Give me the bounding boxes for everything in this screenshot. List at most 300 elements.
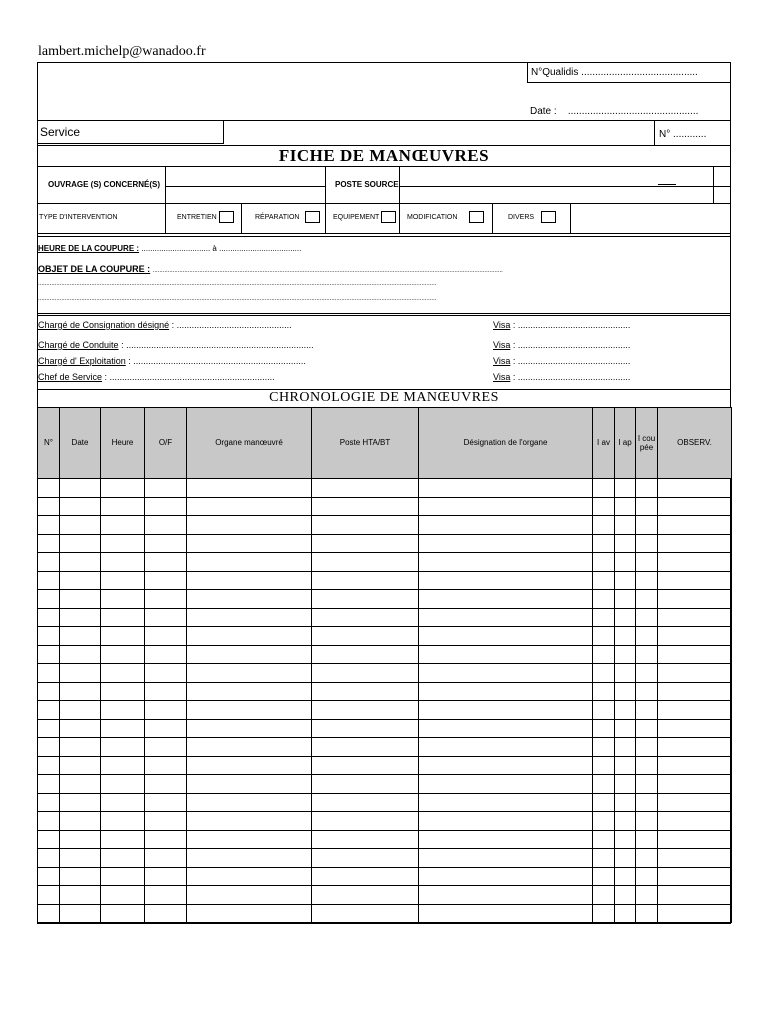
- table-cell[interactable]: [658, 571, 732, 590]
- table-cell[interactable]: [38, 812, 60, 831]
- table-cell[interactable]: [312, 849, 419, 868]
- table-cell[interactable]: [38, 664, 60, 683]
- table-cell[interactable]: [312, 756, 419, 775]
- table-cell[interactable]: [60, 534, 101, 553]
- table-cell[interactable]: [419, 664, 593, 683]
- date-label: Date :: [530, 106, 557, 117]
- ouvrage-input-line[interactable]: [165, 186, 325, 187]
- table-cell[interactable]: [60, 627, 101, 646]
- table-cell[interactable]: [658, 479, 732, 498]
- table-cell[interactable]: [38, 904, 60, 923]
- table-cell[interactable]: [615, 516, 636, 535]
- table-cell[interactable]: [615, 479, 636, 498]
- table-cell[interactable]: [419, 849, 593, 868]
- table-cell[interactable]: [145, 849, 187, 868]
- table-cell[interactable]: [615, 682, 636, 701]
- table-cell[interactable]: [615, 571, 636, 590]
- visa-row[interactable]: [493, 356, 630, 366]
- table-cell[interactable]: [615, 664, 636, 683]
- table-cell[interactable]: [636, 571, 658, 590]
- table-cell[interactable]: [593, 793, 615, 812]
- table-cell[interactable]: [636, 756, 658, 775]
- table-cell[interactable]: [60, 830, 101, 849]
- table-cell[interactable]: [60, 812, 101, 831]
- table-row: [38, 664, 732, 683]
- table-cell[interactable]: [60, 571, 101, 590]
- table-cell[interactable]: [636, 830, 658, 849]
- table-cell[interactable]: [636, 497, 658, 516]
- table-cell[interactable]: [658, 701, 732, 720]
- table-cell[interactable]: [658, 867, 732, 886]
- divider: [399, 166, 400, 203]
- table-cell[interactable]: [101, 682, 145, 701]
- table-cell[interactable]: [101, 590, 145, 609]
- table-cell[interactable]: [187, 701, 312, 720]
- table-cell[interactable]: [101, 719, 145, 738]
- table-cell[interactable]: [636, 553, 658, 572]
- number-field[interactable]: [654, 120, 731, 145]
- table-cell[interactable]: [312, 516, 419, 535]
- table-cell[interactable]: [615, 534, 636, 553]
- table-cell[interactable]: [145, 516, 187, 535]
- table-cell[interactable]: [658, 534, 732, 553]
- visa-dots: : .............................................: [510, 356, 631, 366]
- table-cell[interactable]: [101, 904, 145, 923]
- table-cell[interactable]: [615, 738, 636, 757]
- table-cell[interactable]: [187, 590, 312, 609]
- table-cell[interactable]: [38, 775, 60, 794]
- table-cell[interactable]: [60, 516, 101, 535]
- table-cell[interactable]: [101, 534, 145, 553]
- table-cell[interactable]: [187, 479, 312, 498]
- table-cell[interactable]: [145, 886, 187, 905]
- table-cell[interactable]: [312, 904, 419, 923]
- table-cell[interactable]: [145, 867, 187, 886]
- table-cell[interactable]: [615, 830, 636, 849]
- table-cell[interactable]: [101, 497, 145, 516]
- table-cell[interactable]: [593, 645, 615, 664]
- table-cell[interactable]: [593, 497, 615, 516]
- table-cell[interactable]: [636, 516, 658, 535]
- table-cell[interactable]: [60, 886, 101, 905]
- signature-row[interactable]: [38, 372, 275, 382]
- table-cell[interactable]: [187, 719, 312, 738]
- column-header-icoupee: I cou pée: [636, 408, 658, 479]
- visa-row[interactable]: [493, 340, 630, 350]
- entretien-checkbox[interactable]: [219, 211, 234, 223]
- table-cell[interactable]: [187, 608, 312, 627]
- table-cell[interactable]: [593, 608, 615, 627]
- table-cell[interactable]: [419, 738, 593, 757]
- visa-row[interactable]: [493, 320, 630, 330]
- table-cell[interactable]: [419, 886, 593, 905]
- table-cell[interactable]: [593, 886, 615, 905]
- table-cell[interactable]: [658, 682, 732, 701]
- table-cell[interactable]: [60, 590, 101, 609]
- table-cell[interactable]: [593, 627, 615, 646]
- table-cell[interactable]: [145, 608, 187, 627]
- table-cell[interactable]: [145, 590, 187, 609]
- table-cell[interactable]: [101, 775, 145, 794]
- table-cell[interactable]: [312, 553, 419, 572]
- table-cell[interactable]: [187, 812, 312, 831]
- divers-checkbox[interactable]: [541, 211, 556, 223]
- table-cell[interactable]: [60, 608, 101, 627]
- table-cell[interactable]: [312, 627, 419, 646]
- table-cell[interactable]: [419, 516, 593, 535]
- table-cell[interactable]: [101, 886, 145, 905]
- table-cell[interactable]: [658, 719, 732, 738]
- table-cell[interactable]: [615, 756, 636, 775]
- table-cell[interactable]: [312, 645, 419, 664]
- table-cell[interactable]: [312, 664, 419, 683]
- table-cell[interactable]: [658, 590, 732, 609]
- table-cell[interactable]: [38, 867, 60, 886]
- table-cell[interactable]: [187, 867, 312, 886]
- table-cell[interactable]: [593, 590, 615, 609]
- table-cell[interactable]: [187, 645, 312, 664]
- table-cell[interactable]: [145, 830, 187, 849]
- table-cell[interactable]: [38, 719, 60, 738]
- table-cell[interactable]: [636, 719, 658, 738]
- table-cell[interactable]: [636, 904, 658, 923]
- table-cell[interactable]: [615, 497, 636, 516]
- table-cell[interactable]: [60, 867, 101, 886]
- table-cell[interactable]: [615, 812, 636, 831]
- table-cell[interactable]: [615, 886, 636, 905]
- table-cell[interactable]: [38, 553, 60, 572]
- table-cell[interactable]: [38, 849, 60, 868]
- table-cell[interactable]: [658, 830, 732, 849]
- table-cell[interactable]: [312, 830, 419, 849]
- table-cell[interactable]: [658, 812, 732, 831]
- table-cell[interactable]: [615, 553, 636, 572]
- table-cell[interactable]: [312, 812, 419, 831]
- table-cell[interactable]: [145, 627, 187, 646]
- table-cell[interactable]: [187, 830, 312, 849]
- table-cell[interactable]: [187, 904, 312, 923]
- table-cell[interactable]: [187, 886, 312, 905]
- table-cell[interactable]: [101, 664, 145, 683]
- table-cell[interactable]: [419, 812, 593, 831]
- table-cell[interactable]: [187, 627, 312, 646]
- table-cell[interactable]: [419, 497, 593, 516]
- objet-dots: ..................................................................................................................................................................................................................: [152, 268, 503, 274]
- table-cell[interactable]: [187, 553, 312, 572]
- table-cell[interactable]: [658, 849, 732, 868]
- table-cell[interactable]: [101, 812, 145, 831]
- signature-row[interactable]: [38, 356, 306, 366]
- table-cell[interactable]: [312, 534, 419, 553]
- table-cell[interactable]: [615, 793, 636, 812]
- table-cell[interactable]: [419, 590, 593, 609]
- table-cell[interactable]: [60, 849, 101, 868]
- table-cell[interactable]: [38, 534, 60, 553]
- table-cell[interactable]: [101, 571, 145, 590]
- table-cell[interactable]: [187, 682, 312, 701]
- table-cell[interactable]: [636, 682, 658, 701]
- table-cell[interactable]: [419, 645, 593, 664]
- signature-row[interactable]: [38, 320, 292, 330]
- table-cell[interactable]: [187, 571, 312, 590]
- table-cell[interactable]: [101, 738, 145, 757]
- table-cell[interactable]: [419, 756, 593, 775]
- table-cell[interactable]: [636, 664, 658, 683]
- table-cell[interactable]: [615, 701, 636, 720]
- table-cell[interactable]: [38, 608, 60, 627]
- table-cell[interactable]: [593, 664, 615, 683]
- objet-coupure-field[interactable]: [38, 264, 648, 274]
- table-cell[interactable]: [615, 719, 636, 738]
- table-cell[interactable]: [615, 849, 636, 868]
- table-cell[interactable]: [145, 756, 187, 775]
- table-cell[interactable]: [145, 553, 187, 572]
- table-cell[interactable]: [101, 756, 145, 775]
- visa-label: Visa: [493, 356, 511, 366]
- table-cell[interactable]: [145, 571, 187, 590]
- table-cell[interactable]: [187, 756, 312, 775]
- table-cell[interactable]: [615, 904, 636, 923]
- table-cell[interactable]: [593, 775, 615, 794]
- table-cell[interactable]: [636, 812, 658, 831]
- table-cell[interactable]: [38, 756, 60, 775]
- table-cell[interactable]: [312, 719, 419, 738]
- table-cell[interactable]: [593, 516, 615, 535]
- table-cell[interactable]: [187, 849, 312, 868]
- table-cell[interactable]: [615, 645, 636, 664]
- table-cell[interactable]: [101, 793, 145, 812]
- date-field[interactable]: [530, 106, 698, 117]
- table-cell[interactable]: [60, 479, 101, 498]
- table-cell[interactable]: [658, 645, 732, 664]
- table-cell[interactable]: [658, 793, 732, 812]
- table-cell[interactable]: [187, 497, 312, 516]
- table-cell[interactable]: [38, 571, 60, 590]
- table-cell[interactable]: [60, 701, 101, 720]
- table-cell[interactable]: [419, 701, 593, 720]
- modification-checkbox[interactable]: [469, 211, 484, 223]
- table-cell[interactable]: [615, 608, 636, 627]
- table-cell[interactable]: [38, 516, 60, 535]
- table-cell[interactable]: [101, 516, 145, 535]
- poste-source-input-line[interactable]: [399, 186, 731, 187]
- table-cell[interactable]: [60, 645, 101, 664]
- table-cell[interactable]: [60, 682, 101, 701]
- table-cell[interactable]: [658, 886, 732, 905]
- table-cell[interactable]: [636, 627, 658, 646]
- table-cell[interactable]: [312, 608, 419, 627]
- table-cell[interactable]: [636, 793, 658, 812]
- table-cell[interactable]: [593, 756, 615, 775]
- table-cell[interactable]: [593, 571, 615, 590]
- table-cell[interactable]: [187, 793, 312, 812]
- table-cell[interactable]: [145, 812, 187, 831]
- table-cell[interactable]: [636, 701, 658, 720]
- table-cell[interactable]: [658, 516, 732, 535]
- table-cell[interactable]: [187, 738, 312, 757]
- table-cell[interactable]: [658, 775, 732, 794]
- table-cell[interactable]: [145, 719, 187, 738]
- visa-row[interactable]: [493, 372, 630, 382]
- table-cell[interactable]: [636, 867, 658, 886]
- table-cell[interactable]: [101, 553, 145, 572]
- table-cell[interactable]: [636, 479, 658, 498]
- table-cell[interactable]: [593, 904, 615, 923]
- table-cell[interactable]: [60, 553, 101, 572]
- service-field[interactable]: [37, 120, 224, 144]
- table-cell[interactable]: [145, 479, 187, 498]
- table-cell[interactable]: [636, 534, 658, 553]
- table-cell[interactable]: [60, 793, 101, 812]
- table-row: [38, 627, 732, 646]
- table-cell[interactable]: [312, 479, 419, 498]
- table-cell[interactable]: [419, 830, 593, 849]
- table-cell[interactable]: [145, 793, 187, 812]
- table-cell[interactable]: [38, 738, 60, 757]
- table-cell[interactable]: [419, 719, 593, 738]
- table-cell[interactable]: [187, 775, 312, 794]
- table-cell[interactable]: [658, 664, 732, 683]
- table-cell[interactable]: [38, 479, 60, 498]
- table-cell[interactable]: [60, 775, 101, 794]
- table-cell[interactable]: [101, 849, 145, 868]
- table-cell[interactable]: [38, 590, 60, 609]
- signature-label: Chargé de Conduite: [38, 340, 119, 350]
- table-cell[interactable]: [615, 590, 636, 609]
- table-cell[interactable]: [658, 738, 732, 757]
- table-cell[interactable]: [312, 701, 419, 720]
- table-cell[interactable]: [312, 590, 419, 609]
- table-cell[interactable]: [419, 867, 593, 886]
- table-cell[interactable]: [312, 886, 419, 905]
- table-cell[interactable]: [593, 738, 615, 757]
- table-cell[interactable]: [593, 830, 615, 849]
- table-cell[interactable]: [312, 682, 419, 701]
- table-cell[interactable]: [101, 830, 145, 849]
- table-cell[interactable]: [60, 738, 101, 757]
- table-cell[interactable]: [658, 627, 732, 646]
- table-cell[interactable]: [615, 627, 636, 646]
- table-cell[interactable]: [101, 867, 145, 886]
- table-cell[interactable]: [60, 904, 101, 923]
- table-cell[interactable]: [38, 627, 60, 646]
- table-cell[interactable]: [636, 590, 658, 609]
- table-cell[interactable]: [419, 627, 593, 646]
- table-cell[interactable]: [658, 497, 732, 516]
- table-cell[interactable]: [312, 775, 419, 794]
- table-cell[interactable]: [60, 719, 101, 738]
- table-cell[interactable]: [145, 645, 187, 664]
- table-cell[interactable]: [101, 645, 145, 664]
- table-cell[interactable]: [636, 849, 658, 868]
- table-cell[interactable]: [419, 571, 593, 590]
- table-cell[interactable]: [38, 793, 60, 812]
- table-row: [38, 590, 732, 609]
- objet-line-2[interactable]: ...............................................................................................................................................................................................................................................: [38, 281, 437, 287]
- table-cell[interactable]: [145, 904, 187, 923]
- table-cell[interactable]: [312, 793, 419, 812]
- table-cell[interactable]: [38, 497, 60, 516]
- table-row: [38, 886, 732, 905]
- signature-row[interactable]: [38, 340, 314, 350]
- table-cell[interactable]: [593, 867, 615, 886]
- table-cell[interactable]: [419, 904, 593, 923]
- table-cell[interactable]: [419, 682, 593, 701]
- table-cell[interactable]: [593, 849, 615, 868]
- table-cell[interactable]: [419, 553, 593, 572]
- table-cell[interactable]: [101, 701, 145, 720]
- table-cell[interactable]: [187, 516, 312, 535]
- table-cell[interactable]: [60, 497, 101, 516]
- table-cell[interactable]: [145, 682, 187, 701]
- table-cell[interactable]: [187, 534, 312, 553]
- table-cell[interactable]: [145, 664, 187, 683]
- table-cell[interactable]: [419, 479, 593, 498]
- table-cell[interactable]: [658, 904, 732, 923]
- table-cell[interactable]: [145, 497, 187, 516]
- table-cell[interactable]: [419, 793, 593, 812]
- number-label: N°: [659, 129, 671, 140]
- table-cell[interactable]: [312, 867, 419, 886]
- table-cell[interactable]: [593, 479, 615, 498]
- table-cell[interactable]: [312, 571, 419, 590]
- table-cell[interactable]: [419, 534, 593, 553]
- table-cell[interactable]: [312, 497, 419, 516]
- qualidis-field[interactable]: [527, 62, 731, 83]
- table-cell[interactable]: [101, 627, 145, 646]
- table-cell[interactable]: [658, 608, 732, 627]
- table-cell[interactable]: [60, 664, 101, 683]
- table-cell[interactable]: [593, 534, 615, 553]
- table-cell[interactable]: [187, 664, 312, 683]
- table-cell[interactable]: [101, 479, 145, 498]
- objet-line-3[interactable]: ...............................................................................................................................................................................................................................................: [38, 296, 437, 302]
- table-cell[interactable]: [60, 756, 101, 775]
- table-cell[interactable]: [636, 645, 658, 664]
- table-cell[interactable]: [38, 701, 60, 720]
- table-cell[interactable]: [101, 608, 145, 627]
- table-cell[interactable]: [145, 775, 187, 794]
- table-cell[interactable]: [636, 608, 658, 627]
- table-cell[interactable]: [419, 608, 593, 627]
- table-cell[interactable]: [593, 553, 615, 572]
- table-cell[interactable]: [145, 534, 187, 553]
- table-cell[interactable]: [636, 738, 658, 757]
- equipement-checkbox[interactable]: [381, 211, 396, 223]
- table-cell[interactable]: [312, 738, 419, 757]
- table-cell[interactable]: [593, 682, 615, 701]
- table-cell[interactable]: [38, 886, 60, 905]
- table-cell[interactable]: [593, 719, 615, 738]
- table-cell[interactable]: [38, 645, 60, 664]
- table-cell[interactable]: [615, 867, 636, 886]
- table-row: [38, 793, 732, 812]
- table-cell[interactable]: [145, 738, 187, 757]
- heure-coupure-field[interactable]: [38, 244, 301, 253]
- table-cell[interactable]: [38, 682, 60, 701]
- table-cell[interactable]: [636, 775, 658, 794]
- table-cell[interactable]: [658, 553, 732, 572]
- table-cell[interactable]: [593, 701, 615, 720]
- table-cell[interactable]: [145, 701, 187, 720]
- table-cell[interactable]: [636, 886, 658, 905]
- table-cell[interactable]: [419, 775, 593, 794]
- table-cell[interactable]: [38, 830, 60, 849]
- table-cell[interactable]: [658, 756, 732, 775]
- reparation-checkbox[interactable]: [305, 211, 320, 223]
- table-cell[interactable]: [593, 812, 615, 831]
- table-cell[interactable]: [615, 775, 636, 794]
